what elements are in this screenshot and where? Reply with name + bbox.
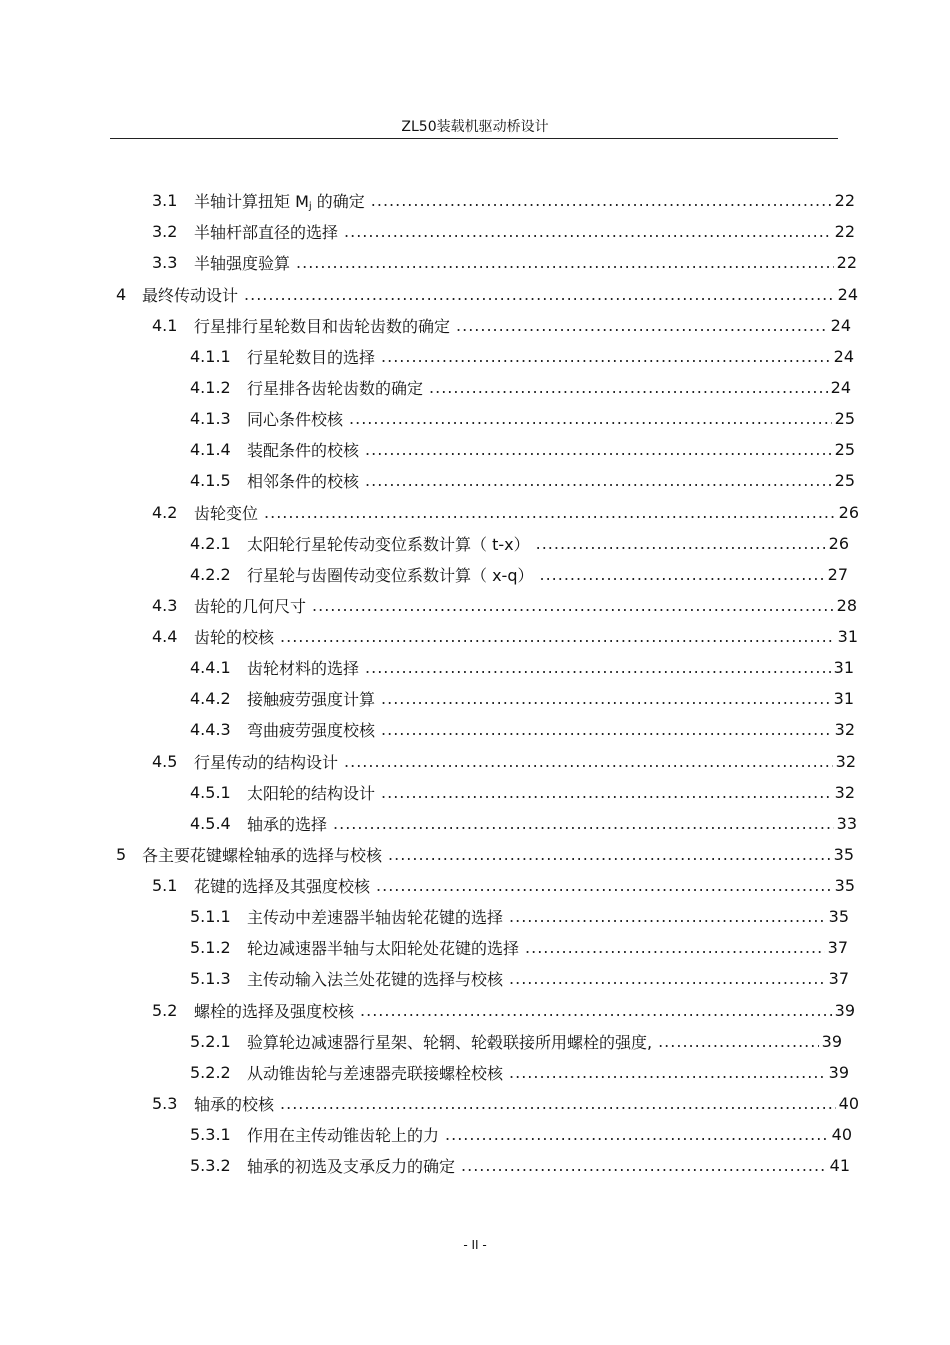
toc-leader-dots (429, 378, 828, 397)
toc-entry[interactable] (152, 623, 858, 649)
toc-entry[interactable] (152, 748, 856, 774)
toc-entry-title: 接触疲劳强度计算 (247, 689, 376, 709)
toc-entry-page: 41 (829, 1155, 850, 1175)
toc-entry-number: 4.1.4 (190, 439, 231, 459)
toc-entry[interactable] (190, 374, 851, 400)
toc-leader-dots (365, 658, 831, 677)
toc-leader-dots (264, 503, 836, 522)
toc-entry-title: 装配条件的校核 (247, 440, 360, 460)
toc-entry[interactable] (190, 903, 849, 929)
toc-leader-dots (525, 938, 825, 957)
toc-leader-dots (381, 689, 831, 708)
toc-entry[interactable] (152, 312, 851, 338)
toc-entry[interactable] (190, 561, 848, 587)
toc-entry-number: 4.1.1 (190, 346, 231, 366)
toc-entry[interactable] (152, 872, 855, 898)
toc-entry[interactable] (190, 405, 855, 431)
toc-entry[interactable] (152, 1090, 859, 1116)
toc-entry-page: 26 (828, 533, 849, 553)
toc-entry[interactable] (190, 436, 855, 462)
toc-entry-title: 行星排各齿轮齿数的确定 (247, 378, 424, 398)
toc-entry[interactable] (152, 218, 855, 244)
toc-leader-dots (280, 1094, 836, 1113)
toc-entry-page: 25 (834, 470, 855, 490)
toc-entry-page: 40 (831, 1124, 852, 1144)
toc-entry-number: 4 (116, 284, 127, 304)
toc-entry[interactable] (190, 1028, 842, 1054)
toc-entry[interactable] (190, 467, 855, 493)
toc-entry-number: 4.4.2 (190, 688, 231, 708)
toc-entry-number: 4.5.1 (190, 782, 231, 802)
toc-entry-number: 4.1.3 (190, 408, 231, 428)
toc-entry[interactable] (190, 1121, 852, 1147)
toc-leader-dots (388, 845, 831, 864)
toc-entry-page: 24 (833, 346, 854, 366)
toc-entry-number: 4.5.4 (190, 813, 231, 833)
toc-entry[interactable] (190, 965, 849, 991)
toc-entry-page: 24 (830, 315, 851, 335)
toc-entry-page: 35 (833, 844, 854, 864)
toc-entry-title: 齿轮材料的选择 (247, 658, 360, 678)
toc-entry[interactable] (190, 530, 849, 556)
toc-entry-page: 24 (830, 377, 851, 397)
toc-entry-title: 半轴强度验算 (194, 253, 291, 273)
toc-entry-number: 5.2 (152, 1000, 178, 1020)
toc-leader-dots (333, 814, 834, 833)
toc-leader-dots (349, 409, 832, 428)
toc-entry-title: 行星轮与齿圈传动变位系数计算（ x-q） (247, 565, 534, 585)
toc-entry-page: 32 (834, 782, 855, 802)
toc-leader-dots (365, 471, 832, 490)
toc-entry-page: 39 (834, 1000, 855, 1020)
toc-leader-dots (509, 969, 826, 988)
toc-entry-number: 5.1 (152, 875, 178, 895)
toc-entry-page: 39 (821, 1031, 842, 1051)
toc-entry-page: 25 (834, 439, 855, 459)
toc-entry-page: 22 (834, 190, 855, 210)
toc-entry-page: 40 (838, 1093, 859, 1113)
toc-entry-title: 最终传动设计 (142, 285, 239, 305)
toc-leader-dots (509, 907, 826, 926)
toc-leader-dots (658, 1032, 819, 1051)
toc-leader-dots (509, 1063, 826, 1082)
toc-entry-page: 31 (837, 626, 858, 646)
toc-entry-page: 22 (834, 221, 855, 241)
toc-entry-number: 5.3.1 (190, 1124, 231, 1144)
toc-entry[interactable] (116, 281, 858, 307)
toc-entry-title: 同心条件校核 (247, 409, 344, 429)
toc-entry-page: 39 (828, 1062, 849, 1082)
toc-entry-title: 作用在主传动锥齿轮上的力 (247, 1125, 440, 1145)
page-number-footer: - II - (463, 1238, 487, 1252)
toc-entry-number: 4.4.1 (190, 657, 231, 677)
toc-entry-page: 24 (837, 284, 858, 304)
toc-entry-number: 5.2.1 (190, 1031, 231, 1051)
toc-leader-dots (244, 285, 835, 304)
toc-entry-title: 太阳轮的结构设计 (247, 783, 376, 803)
toc-leader-dots (376, 876, 832, 895)
toc-entry-title: 弯曲疲劳强度校核 (247, 720, 376, 740)
toc-entry-title: 行星排行星轮数目和齿轮齿数的确定 (194, 316, 451, 336)
toc-entry-page: 37 (828, 968, 849, 988)
toc-entry-number: 4.2.1 (190, 533, 231, 553)
toc-leader-dots (371, 191, 832, 210)
toc-entry-page: 28 (836, 595, 857, 615)
toc-leader-dots (456, 316, 828, 335)
toc-entry[interactable] (152, 187, 855, 213)
toc-leader-dots (360, 1001, 832, 1020)
toc-entry-number: 4.1.5 (190, 470, 231, 490)
toc-entry-number: 4.4.3 (190, 719, 231, 739)
toc-entry-title: 螺栓的选择及强度校核 (194, 1001, 355, 1021)
toc-entry-number: 5.2.2 (190, 1062, 231, 1082)
toc-entry-number: 5.1.2 (190, 937, 231, 957)
toc-entry-number: 4.3 (152, 595, 178, 615)
toc-entry-title: 太阳轮行星轮传动变位系数计算（ t-x） (247, 534, 530, 554)
toc-entry-page: 31 (833, 657, 854, 677)
toc-entry-number: 5.1.3 (190, 968, 231, 988)
toc-entry-page: 31 (833, 688, 854, 708)
toc-entry-page: 32 (835, 751, 856, 771)
toc-entry[interactable] (190, 810, 857, 836)
toc-entry-page: 32 (834, 719, 855, 739)
toc-entry[interactable] (190, 1059, 849, 1085)
toc-entry-title: 半轴计算扭矩 $M_j$ 的确定 (194, 191, 365, 212)
toc-entry[interactable] (190, 934, 848, 960)
toc-entry-title: 花键的选择及其强度校核 (194, 876, 371, 896)
toc-entry[interactable] (190, 779, 855, 805)
toc-leader-dots (344, 222, 832, 241)
toc-entry-number: 5.3.2 (190, 1155, 231, 1175)
toc-entry-number: 5.3 (152, 1093, 178, 1113)
toc-entry-number: 5.1.1 (190, 906, 231, 926)
toc-entry[interactable] (152, 592, 857, 618)
toc-entry-page: 35 (828, 906, 849, 926)
toc-entry-title: 相邻条件的校核 (247, 471, 360, 491)
toc-entry-page: 33 (836, 813, 857, 833)
toc-entry[interactable] (152, 499, 859, 525)
toc-entry[interactable] (152, 997, 855, 1023)
toc-leader-dots (381, 720, 832, 739)
toc-leader-dots (445, 1125, 829, 1144)
toc-entry-title: 轴承的选择 (247, 814, 328, 834)
toc-entry-number: 3.1 (152, 190, 178, 210)
toc-entry-title: 验算轮边减速器行星架、轮辋、轮毂联接所用螺栓的强度, (247, 1032, 653, 1052)
toc-leader-dots (381, 783, 832, 802)
toc-entry[interactable] (190, 685, 854, 711)
toc-entry-number: 3.2 (152, 221, 178, 241)
toc-entry-number: 4.2.2 (190, 564, 231, 584)
running-header-title: ZL50装载机驱动桥设计 (401, 119, 549, 135)
toc-entry-number: 5 (116, 844, 127, 864)
toc-entry-page: 35 (834, 875, 855, 895)
toc-entry-title: 主传动输入法兰处花键的选择与校核 (247, 969, 504, 989)
toc-leader-dots (536, 534, 826, 553)
toc-entry-number: 4.4 (152, 626, 178, 646)
toc-entry-title: 轴承的初选及支承反力的确定 (247, 1156, 456, 1176)
toc-entry-title: 轴承的校核 (194, 1094, 275, 1114)
toc-entry-title: 齿轮的几何尺寸 (194, 596, 307, 616)
toc-entry-number: 4.1 (152, 315, 178, 335)
toc-entry-title: 从动锥齿轮与差速器壳联接螺栓校核 (247, 1063, 504, 1083)
toc-entry-page: 27 (827, 564, 848, 584)
toc-leader-dots (461, 1156, 827, 1175)
toc-entry-number: 3.3 (152, 252, 178, 272)
toc-entry-title: 行星传动的结构设计 (194, 752, 339, 772)
toc-entry[interactable] (190, 343, 854, 369)
toc-entry-page: 22 (836, 252, 857, 272)
toc-entry-title: 主传动中差速器半轴齿轮花键的选择 (247, 907, 504, 927)
toc-leader-dots (296, 253, 834, 272)
toc-entry-title: 行星轮数目的选择 (247, 347, 376, 367)
toc-entry-page: 25 (834, 408, 855, 428)
toc-entry-number: 4.1.2 (190, 377, 231, 397)
toc-entry[interactable] (116, 841, 854, 867)
toc-entry[interactable] (190, 1152, 850, 1178)
toc-leader-dots (312, 596, 834, 615)
toc-leader-dots (344, 752, 833, 771)
toc-entry-page: 26 (838, 502, 859, 522)
toc-entry-title: 半轴杆部直径的选择 (194, 222, 339, 242)
toc-entry-number: 4.5 (152, 751, 178, 771)
toc-entry[interactable] (190, 716, 855, 742)
toc-entry-page: 37 (827, 937, 848, 957)
toc-entry-title: 齿轮的校核 (194, 627, 275, 647)
toc-leader-dots (540, 565, 825, 584)
toc-entry[interactable] (152, 249, 857, 275)
header-divider (110, 138, 838, 139)
toc-entry-title: 各主要花键螺栓轴承的选择与校核 (142, 845, 383, 865)
toc-leader-dots (280, 627, 835, 646)
toc-leader-dots (365, 440, 832, 459)
toc-entry-title: 齿轮变位 (194, 503, 259, 523)
toc-entry-title: 轮边减速器半轴与太阳轮处花键的选择 (247, 938, 520, 958)
toc-entry[interactable] (190, 654, 854, 680)
toc-leader-dots (381, 347, 831, 366)
toc-entry-number: 4.2 (152, 502, 178, 522)
